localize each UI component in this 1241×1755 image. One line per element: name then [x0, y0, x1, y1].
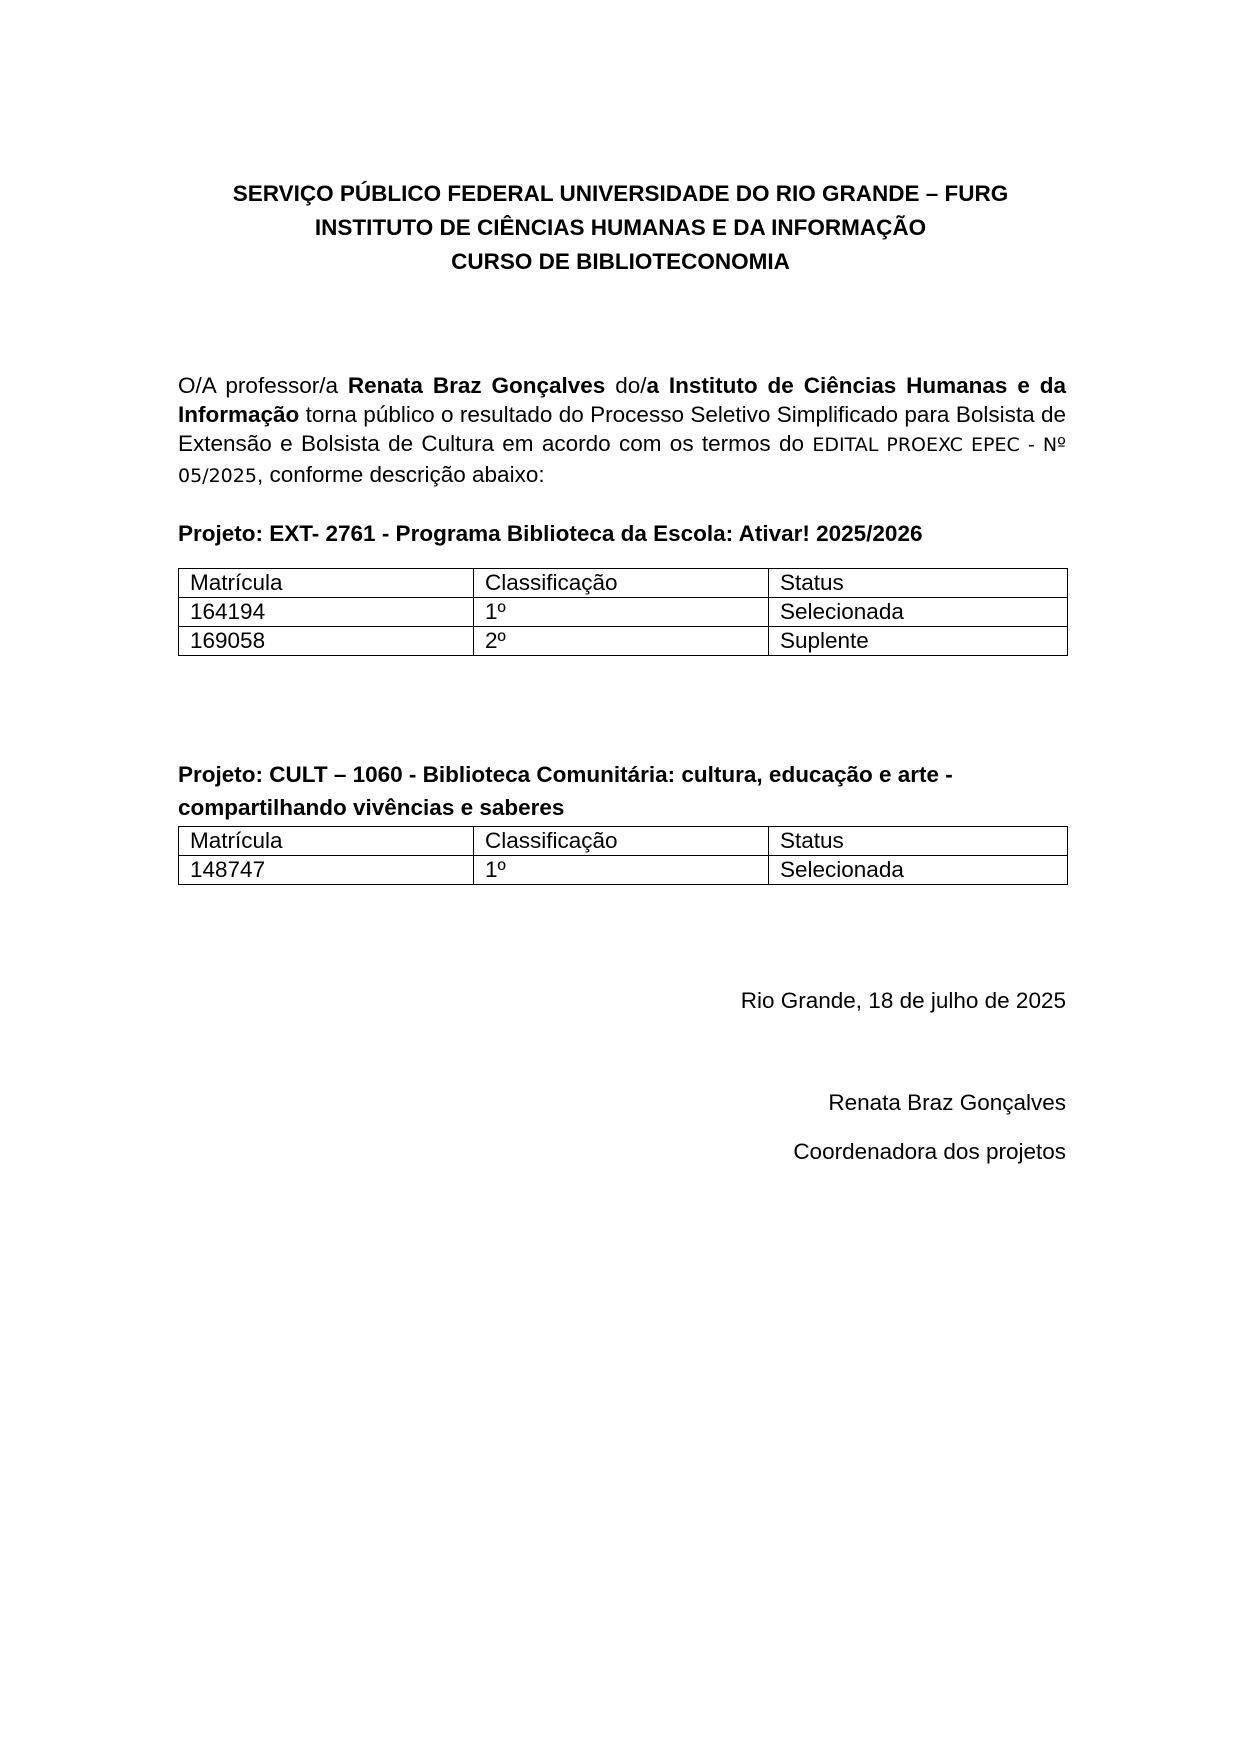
document-header — [120, 177, 1121, 279]
cell-matricula: 164194 — [179, 598, 474, 627]
intro-paragraph — [178, 371, 1066, 491]
column-header-classificacao: Classificação — [474, 827, 769, 856]
signer-name: Renata Braz Gonçalves — [828, 1090, 1066, 1115]
signer-role: Coordenadora dos projetos — [793, 1139, 1066, 1164]
column-header-status: Status — [769, 827, 1068, 856]
cell-matricula: 148747 — [179, 856, 474, 885]
place-and-date: Rio Grande, 18 de julho de 2025 — [740, 988, 1066, 1013]
cell-classificacao: 2º — [474, 627, 769, 656]
institute-name: a Instituto de Ciências Humanas e da Informação — [178, 373, 1067, 427]
project-2-title — [178, 758, 1066, 824]
table-row — [179, 856, 1068, 885]
header-line-2: INSTITUTO DE CIÊNCIAS HUMANAS E DA INFORMAÇÃO — [314, 215, 927, 240]
table-row — [179, 627, 1068, 656]
professor-name: Renata Braz Gonçalves — [347, 373, 606, 398]
column-header-matricula: Matrícula — [179, 569, 474, 598]
cell-status: Selecionada — [769, 856, 1068, 885]
cell-matricula: 169058 — [179, 627, 474, 656]
intro-prefix: O/A professor/a — [178, 373, 348, 398]
cell-status: Selecionada — [769, 598, 1068, 627]
intro-body: torna público o resultado do Processo Seletivo Simplificado para Bolsista de Extensão e Bolsista de Cultura em acordo com os termos do — [178, 402, 1066, 456]
column-header-status: Status — [769, 569, 1068, 598]
project-2-results-table — [178, 826, 1068, 885]
intro-connector: do/ — [605, 373, 647, 398]
column-header-matricula: Matrícula — [179, 827, 474, 856]
project-2-title-line-2: compartilhando vivências e saberes — [178, 795, 565, 820]
edital-reference: EDITAL PROEXC EPEC - Nº 05/2025 — [178, 434, 1066, 487]
project-1-title: Projeto: EXT- 2761 - Programa Biblioteca da Escola: Ativar! 2025/2026 — [178, 521, 923, 546]
table-header-row — [179, 569, 1068, 598]
header-line-3: CURSO DE BIBLIOTECONOMIA — [451, 249, 790, 274]
table-header-row — [179, 827, 1068, 856]
table-row — [179, 598, 1068, 627]
project-2-title-line-1: Projeto: CULT – 1060 - Biblioteca Comunitária: cultura, educação e arte - — [178, 762, 953, 787]
column-header-classificacao: Classificação — [474, 569, 769, 598]
intro-suffix: , conforme descrição abaixo: — [256, 462, 545, 487]
project-1-results-table — [178, 568, 1068, 656]
header-line-1: SERVIÇO PÚBLICO FEDERAL UNIVERSIDADE DO RIO GRANDE – FURG — [232, 181, 1009, 206]
cell-status: Suplente — [769, 627, 1068, 656]
cell-classificacao: 1º — [474, 856, 769, 885]
cell-classificacao: 1º — [474, 598, 769, 627]
